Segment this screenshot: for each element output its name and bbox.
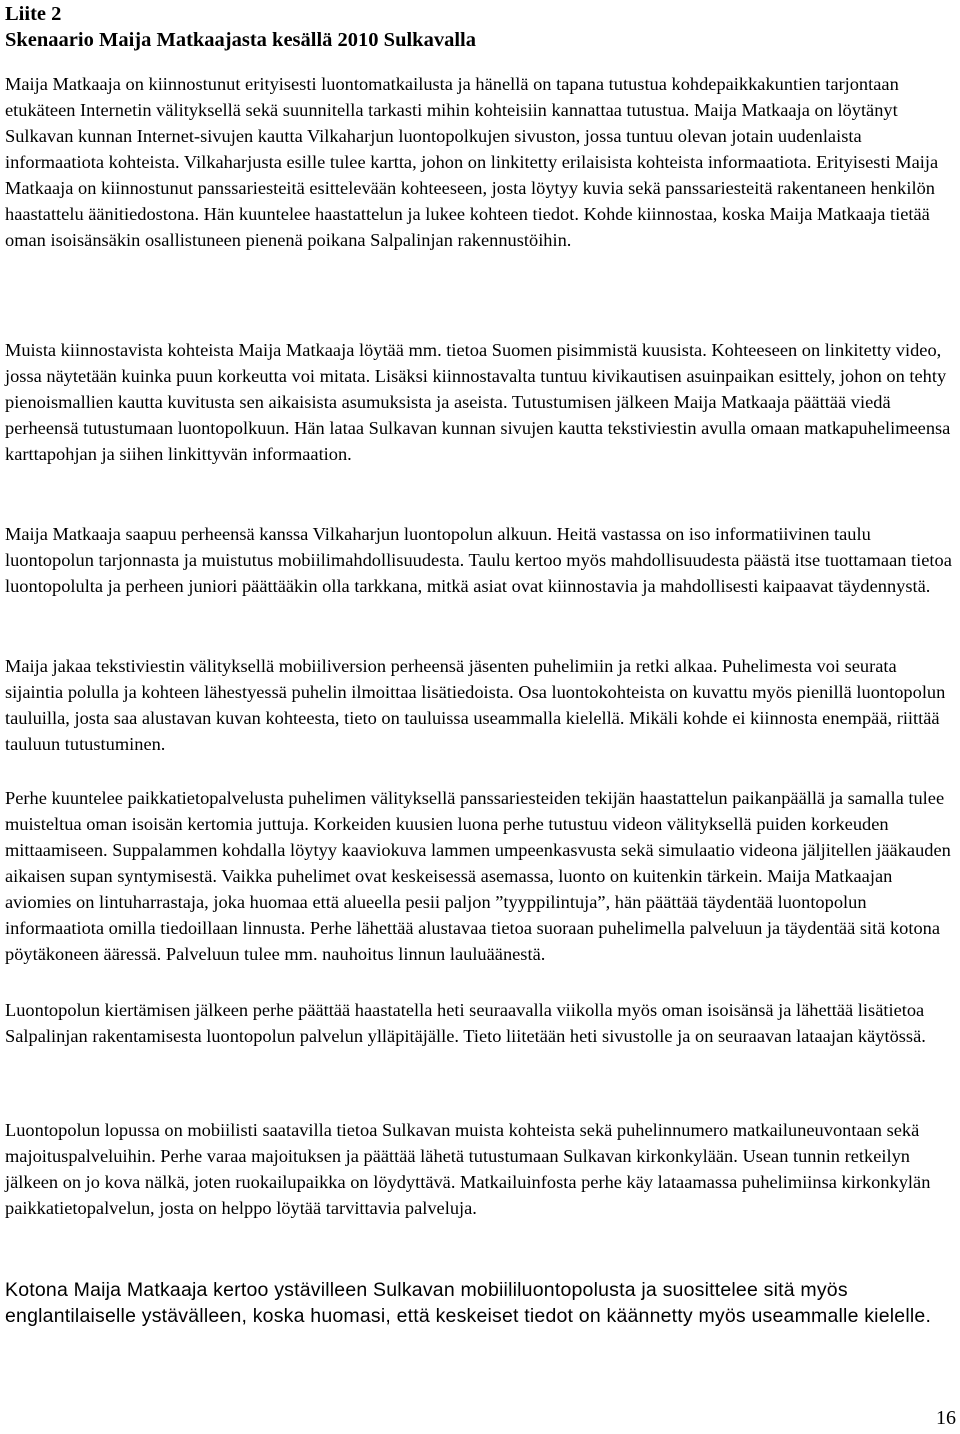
page-number: 16: [936, 1407, 956, 1429]
paragraph-2: Muista kiinnostavista kohteista Maija Matkaaja löytää mm. tietoa Suomen pisimmistä kuusista. Kohteeseen on linkitetty video, jossa näytetään kuinka puun korkeutta voi mitata. Lisäksi kiinnostavalta tuntuu kivikautisen asuinpaikan esittely, johon on tehty pienoismallien kautta kuvitusta sen aikaisista asumuksista ja aseista. Tutustumisen jälkeen Maija Matkaaja päättää viedä perheensä tutustumaan luontopolkuun. Hän lataa Sulkavan kunnan sivujen kautta tekstiviestin avulla omaan matkapuhelimeensa karttapohjan ja siihen linkittyvän informaation.: [5, 340, 951, 464]
paragraph-5: Perhe kuuntelee paikkatietopalvelusta puhelimen välityksellä panssariesteiden tekijän haastattelun paikanpäällä ja samalla tulee muisteltua oman isoisän kertomia juttuja. Korkeiden kuusien luona perhe tutustuu videon välityksellä puiden korkeuden mittaamiseen. Suppalammen kohdalla löytyy kaaviokuva lammen umpeenkasvusta sekä simulaatio videona jäljitellen jääkauden aikaisen supan syntymisestä. Vaikka puhelimet ovat keskeisessä asemassa, luonto on kuitenkin tärkein. Maija Matkaajan aviomies on lintuharrastaja, joka huomaa että alueella pesii paljon ”tyyppilintuja”, hän päättää täydentää luontopolun informaatiota omilla tiedoillaan linnusta. Perhe lähettää alustavaa tietoa suoraan puhelimella palveluun ja täydentää sitä kotona pöytäkoneen ääressä. Palveluun tulee mm. nauhoitus linnun lauluäänestä.: [5, 788, 951, 964]
paragraph-8: Kotona Maija Matkaaja kertoo ystävilleen Sulkavan mobiililuontopolusta ja suosittelee sitä myös englantilaiselle ystävälleen, koska huomasi, että keskeiset tiedot on käännetty myös useammalle kielelle.: [5, 1279, 932, 1327]
paragraph-1: Maija Matkaaja on kiinnostunut erityisesti luontomatkailusta ja hänellä on tapana tutustua kohdepaikkakuntien tarjontaan etukäteen Internetin välityksellä sekä suunnitella tarkasti mihin kohteisiin kannattaa tutustua. Maija Matkaaja on löytänyt Sulkavan kunnan Internet-sivujen kautta Vilkaharjun luontopolkujen sivuston, jossa tuntuu olevan jotain uudenlaista informaatiota kohteista. Vilkaharjusta esille tulee kartta, johon on linkitetty erilaisista kohteista informaatiota. Erityisesti Maija Matkaaja on kiinnostunut panssariesteitä esittelevään kohteeseen, josta löytyy kuvia sekä panssariesteitä rakentaneen henkilön haastattelu äänitiedostona. Hän kuuntelee haastattelun ja lukee kohteen tiedot. Kohde kiinnostaa, koska Maija Matkaaja tietää oman isoisänsäkin osallistuneen pienenä poikana Salpalinjan rakennustöihin.: [5, 74, 939, 250]
paragraph-7: Luontopolun lopussa on mobiilisti saatavilla tietoa Sulkavan muista kohteista sekä puhelinnumero matkailuneuvontaan sekä majoituspalveluihin. Perhe varaa majoituksen ja päättää lähetä tutustumaan Sulkavan kirkonkylään. Usean tunnin retkeilyn jälkeen on jo kova nälkä, joten ruokailupaikka on löydyttävä. Matkailuinfosta perhe käy lataamassa puhelimiinsa kirkonkylän paikkatietopalvelun, josta on helppo löytää tarvittavia palveluja.: [5, 1120, 931, 1218]
paragraph-6: Luontopolun kiertämisen jälkeen perhe päättää haastatella heti seuraavalla viikolla myös oman isoisänsä ja lähettää lisätietoa Salpalinjan rakentamisesta luontopolun palvelun ylläpitäjälle. Tieto liitetään heti sivustolle ja on seuraavan lataajan käytössä.: [5, 1000, 926, 1046]
document-title: Skenaario Maija Matkaajasta kesällä 2010 Sulkavalla: [5, 29, 476, 51]
paragraph-3: Maija Matkaaja saapuu perheensä kanssa Vilkaharjun luontopolun alkuun. Heitä vastassa on iso informatiivinen taulu luontopolun tarjonnasta ja muistutus mobiilimahdollisuudesta. Taulu kertoo myös mahdollisuudesta päästä itse tuottamaan tietoa luontopolulta ja perheen juniori päättääkin olla tarkkana, mitkä asiat ovat kiinnostavia ja mahdollisesti kaipaavat täydennystä.: [5, 524, 952, 596]
paragraph-4: Maija jakaa tekstiviestin välityksellä mobiiliversion perheensä jäsenten puhelimiin ja retki alkaa. Puhelimesta voi seurata sijaintia polulla ja kohteen lähestyessä puhelin ilmoittaa lisätiedoista. Osa luontokohteista on kuvattu myös pienillä luontopolun tauluilla, josta saa alustavan kuvan kohteesta, tieto on tauluissa useammalla kielellä. Mikäli kohde ei kiinnosta enempää, riittää tauluun tutustuminen.: [5, 656, 946, 754]
appendix-label: Liite 2: [5, 3, 62, 25]
